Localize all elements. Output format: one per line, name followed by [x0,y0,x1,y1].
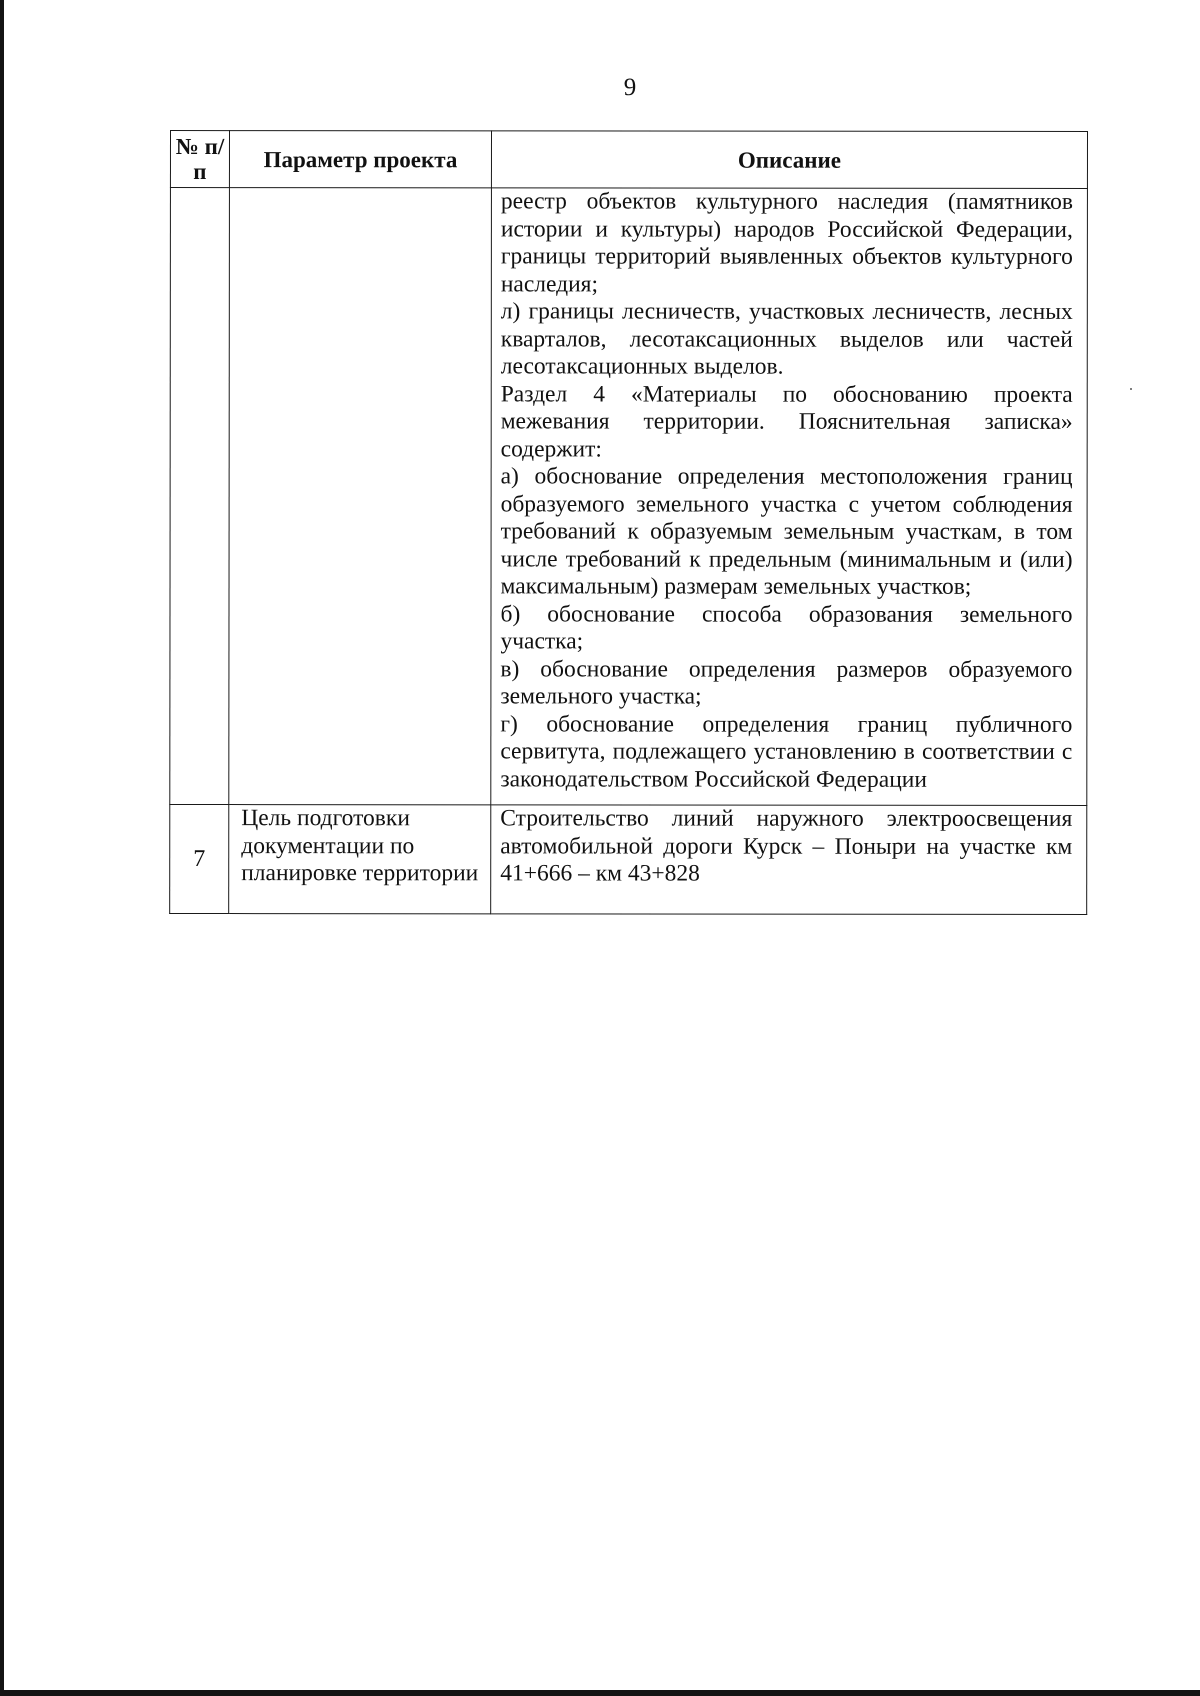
description-paragraph: г) обоснование определения границ публичного сервитута, подлежащего установлению в соответствии с законодательством Российской Федерации [500,710,1073,793]
parameters-table [169,130,1088,915]
description-paragraph: л) границы лесничеств, участковых лесничеств, лесных кварталов, лесотаксационных выделов или частей лесотаксационных выделов. [500,298,1073,380]
row-description [491,188,1088,806]
table-row [170,188,1088,806]
description-paragraph: Раздел 4 «Материалы по обоснованию проекта межевания территории. Пояснительная записка» содержит: [500,380,1073,462]
row-number [170,188,230,805]
description-paragraph: а) обоснование определения местоположения границ образуемого земельного участка с учетом соблюдения требований к образуемым земельным участкам, в том числе требований к предельным (минимальным и (или) максимальным) размерам земельных участков; [500,463,1073,600]
description-paragraph: в) обоснование определения размеров образуемого земельного участка; [500,655,1073,710]
row-number: 7 [170,805,229,914]
description-paragraph: Строительство линий наружного электроосвещения автомобильной дороги Курск – Поныри на участке км 41+666 – км 43+828 [500,805,1073,887]
page-number: 9 [623,74,637,101]
table-header-row [170,131,1087,189]
scan-speck [1130,388,1132,390]
scan-edge-bottom [0,1690,1200,1696]
row-parameter [229,188,492,805]
description-paragraph: реестр объектов культурного наследия (памятников истории и культуры) народов Российской Федерации, границы территорий выявленных объектов культурного наследия; [500,188,1073,297]
row-description [491,805,1087,915]
scan-edge-left [0,0,4,1696]
header-description: Описание [491,131,1087,189]
description-paragraph: б) обоснование способа образования земельного участка; [500,600,1073,655]
header-number: № п/п [170,131,229,188]
table-row [170,805,1087,915]
row-parameter: Цель подготовки документации по планировке территории [229,805,491,914]
header-parameter: Параметр проекта [229,131,491,188]
